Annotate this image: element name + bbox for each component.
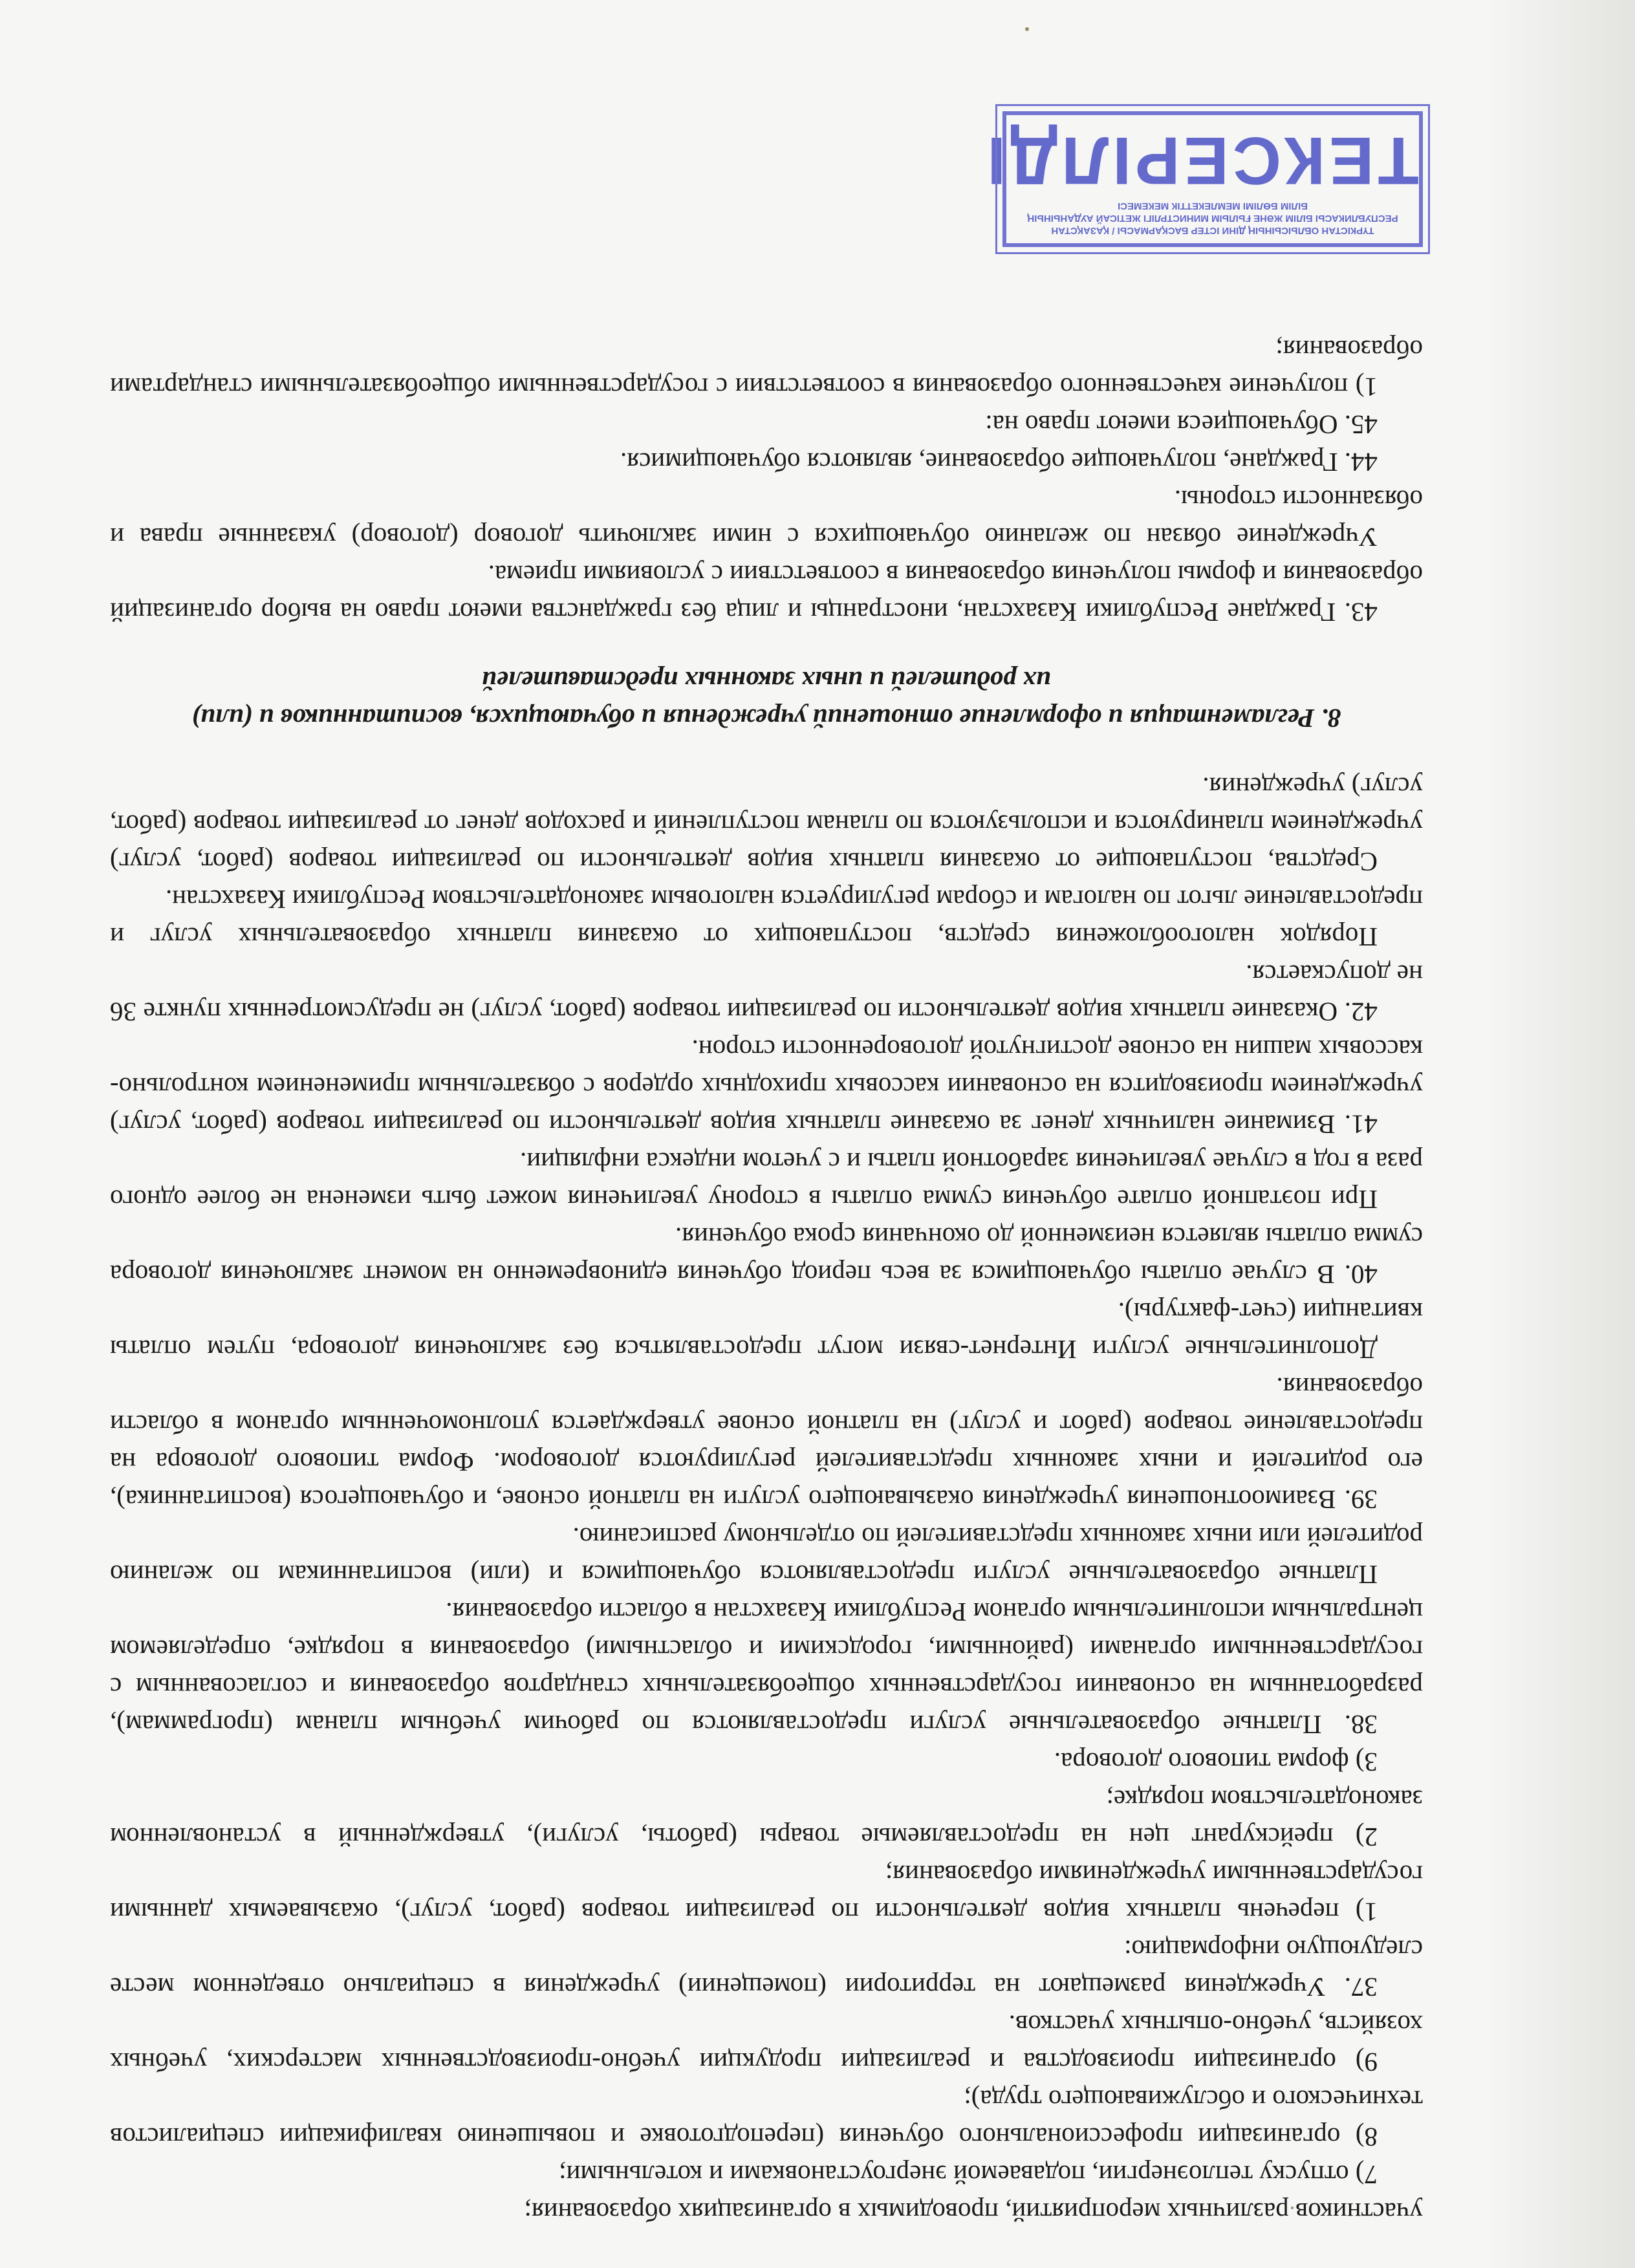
section-heading: 8. Регламентация и оформление отношений учреждения и обучающихся, воспитанников и (или) их родителей и иных законных представителей: [191, 666, 1341, 733]
document-page: [110, 39, 1423, 2231]
clause-38: 38. Платные образовательные услуги предоставляются по рабочим учебным планам (программам), разработанным на основании государственных общеобязательных стандартов образования и согласованным с государственными органами (районными, городскими и областными) образования в порядке, определяемом центральным исполнительным органом Республики Казахстан в области образования.: [110, 1597, 1423, 1740]
paragraph: Платные образовательные услуги предоставляются обучающимся и (или) воспитанникам по желанию родителей или иных законных представителей по отдельному расписанию.: [110, 1522, 1423, 1590]
clause-43: 43. Граждане Республики Казахстан, иностранцы и лица без гражданства имеют право на выбор организаций образования и формы получения образования в соответствии с условиями приема.: [110, 560, 1423, 627]
clause-39: 39. Взаимоотношения учреждения оказывающего услуги на платной основе, и обучающегося (воспитанника), его родителей и иных законных представителей регулируются договором. Форма типового договора на предоставление товаров (работ и услуг) на платной основе утверждается уполномоченным органом в области образования.: [110, 1372, 1423, 1515]
paragraph: Порядок налогообложения средств, поступающих от оказания платных образовательных услуг и предоставление льгот по налогам и сборам регулируется налоговым законодательством Республики Казахстан.: [110, 885, 1423, 952]
list-item: 7) отпуску теплоэнергии, подаваемой энергоустановками и котельными;: [559, 2160, 1378, 2190]
clause-44: 44. Граждане, получающие образование, являются обучающимися.: [620, 448, 1378, 477]
paragraph: Учреждение обязан по желанию обучающихся с ними заключить договор (договор) указанные права и обязанности стороны.: [110, 485, 1423, 552]
list-item: 1) получение качественного образования в соответствии с государственными общеобязательными стандартами образования;: [110, 335, 1423, 402]
stamp-word: ТЕКСЕРІЛДІ: [983, 123, 1419, 198]
list-item: 9) организации производства и реализации продукции учебно-производственных мастерских, учебных хозяйств, учебно-опытных участков.: [110, 2010, 1423, 2077]
list-item: 8) организации профессионального обучения (переподготовке и повышению квалификации специалистов технического и обслуживающего труда);: [110, 2085, 1423, 2152]
stamp-organization: ТҮРКІСТАН ОБЛЫСЫНЫҢ ДІНИ ІСТЕР БАСҚАРМАСЫ / ҚАЗАҚСТАН РЕСПУБЛИКАСЫ БІЛІМ ЖӘНЕ ҒЫЛЫМ МИНИСТРЛІГІ ЖЕТІСАЙ АУДАНЫНЫҢ БІЛІМ БӨЛІМІ МЕМЛЕКЕТТІК МЕКЕМЕСІ: [1027, 200, 1398, 236]
paragraph: При поэтапной оплате обучения сумма оплаты в сторону увеличения может быть изменена не более одного раза в год в случае увеличения заработной платы и с учетом индекса инфляции.: [110, 1147, 1423, 1215]
scan-speck: [1025, 27, 1029, 31]
clause-45: 45. Обучающиеся имеют право на:: [985, 410, 1378, 440]
list-item: 3) форма типового договора.: [1054, 1747, 1378, 1777]
paragraph: участников различных мероприятий, проводимых в организациях образования;: [524, 2198, 1423, 2227]
scan-edge-shadow: [1486, 0, 1635, 2268]
clause-41: 41. Взимание наличных денег за оказание платных видов деятельности по реализации товаров (работ, услуг) учреждением производится на основании кассовых приходных ордеров с обязательным применением контрольно-кассовых машин на основе достигнутой договоренности сторон.: [110, 1035, 1423, 1139]
clause-42: 42. Оказание платных видов деятельности по реализации товаров (работ, услуг) не предусмотренных пункте 36 не допускается.: [110, 960, 1423, 1027]
paragraph: Средства, поступающие от оказания платных видов деятельности по реализации товаров (работ, услуг) учреждением планируются и используются по планам поступлений и расходов денег от реализации товаров (работ, услуг) учреждения.: [110, 772, 1423, 877]
list-item: 1) перечень платных видов деятельности по реализации товаров (работ, услуг), оказываемых данными государственными учреждениями образования;: [110, 1860, 1423, 1927]
clause-37: 37. Учреждения размещают на территории (помещении) учреждения в специально отведенном месте следующую информацию:: [110, 1935, 1423, 2002]
clause-40: 40. В случае оплаты обучающимся за весь период обучения единовременно на момент заключения договора сумма оплаты является неизменной до окончания срока обучения.: [110, 1222, 1423, 1290]
paragraph: Дополнительные услуги Интернет-связи могут предоставляться без заключения договора, путем оплаты квитанции (счет-фактуры).: [110, 1297, 1423, 1365]
verification-stamp: [983, 111, 1423, 247]
list-item: 2) прейскурант цен на предоставляемые товары (работы, услуги), утвержденный в установленном законодательством порядке;: [110, 1785, 1423, 1852]
